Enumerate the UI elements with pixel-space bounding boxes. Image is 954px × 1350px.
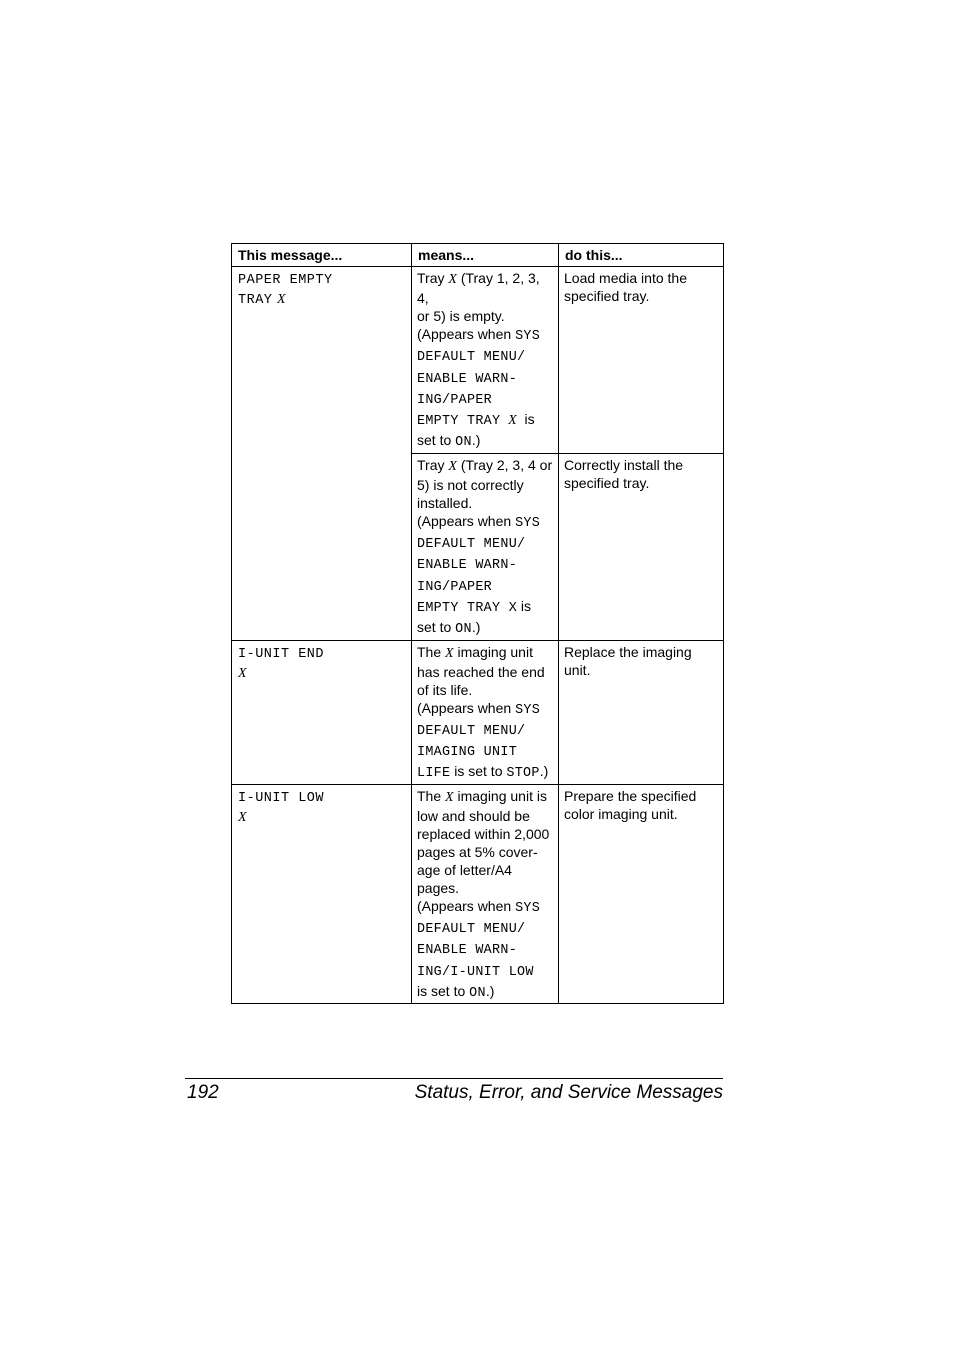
means-text: set to xyxy=(417,619,456,636)
message-cell xyxy=(232,640,412,784)
means-text: of its life. xyxy=(417,681,473,698)
action-text: Prepare the specified color imaging unit. xyxy=(564,787,697,822)
means-text: is xyxy=(517,597,532,614)
do-this-cell xyxy=(559,784,724,1003)
message-code: I-UNIT END xyxy=(238,646,325,662)
means-cell xyxy=(412,640,559,784)
means-text: The xyxy=(417,643,446,660)
table-header-row xyxy=(232,244,724,267)
column-header-message: This message... xyxy=(232,244,412,267)
menu-path-code: EMPTY TRAY xyxy=(417,414,501,430)
means-cell xyxy=(412,453,559,640)
menu-path-code: ENABLE WARN- xyxy=(417,558,518,574)
message-variable: X xyxy=(238,665,248,681)
message-code: I-UNIT LOW xyxy=(238,790,325,806)
message-variable: X xyxy=(277,292,287,307)
means-text: (Appears when xyxy=(417,897,516,914)
table-row xyxy=(232,267,724,454)
means-text: 5) is not correctly xyxy=(417,476,524,493)
message-cell xyxy=(232,267,412,641)
menu-path-code: ENABLE WARN- xyxy=(417,371,518,387)
menu-path-code: SYS xyxy=(515,329,541,344)
means-text: replaced within 2,000 xyxy=(417,825,550,842)
page-number: 192 xyxy=(187,1082,219,1103)
menu-path-code: SYS xyxy=(515,900,541,916)
do-this-cell xyxy=(559,267,724,454)
action-text: Correctly install the specified tray. xyxy=(564,456,684,491)
means-text: (Tray 1, 2, 3, 4, xyxy=(417,270,540,306)
action-text: Load media into the specified tray. xyxy=(564,270,687,304)
means-text: low and should be xyxy=(417,807,530,824)
means-text: is set to xyxy=(450,763,507,780)
menu-path-code: ON xyxy=(455,435,472,451)
menu-path-code: SYS xyxy=(515,515,541,531)
means-text: age of letter/A4 xyxy=(417,861,512,878)
message-cell xyxy=(232,784,412,1003)
means-text: .) xyxy=(471,619,481,636)
means-text: (Appears when xyxy=(417,326,516,342)
means-text: imaging unit is xyxy=(453,787,547,804)
means-text: has reached the end xyxy=(417,663,545,680)
means-text: (Appears when xyxy=(417,512,516,529)
means-cell xyxy=(412,267,559,454)
menu-path-code: ING/PAPER xyxy=(417,392,493,408)
section-title: Status, Error, and Service Messages xyxy=(414,1082,723,1103)
means-text: The xyxy=(417,787,446,804)
menu-path-code: IMAGING UNIT xyxy=(417,745,518,761)
action-text: Replace the imaging unit. xyxy=(564,643,692,678)
menu-path-code: LIFE xyxy=(417,766,451,782)
means-text: (Appears when xyxy=(417,699,516,716)
means-variable: X xyxy=(448,458,457,474)
means-text: (Tray 2, 3, 4 or xyxy=(456,456,553,473)
means-text: .) xyxy=(539,763,549,780)
means-text: pages at 5% cover- xyxy=(417,843,538,860)
menu-path-code: SYS xyxy=(515,702,541,718)
footer-rule xyxy=(185,1078,723,1079)
menu-path-code: ENABLE WARN- xyxy=(417,943,518,959)
table-row xyxy=(232,784,724,1003)
menu-path-code: ING/PAPER xyxy=(417,579,493,595)
message-code: PAPER EMPTY xyxy=(238,273,333,288)
means-cell xyxy=(412,784,559,1003)
means-text: Tray xyxy=(417,456,449,473)
menu-path-code: ON xyxy=(469,985,486,1001)
menu-path-code: EMPTY TRAY X xyxy=(417,600,518,616)
means-text: Tray xyxy=(417,270,449,286)
message-code: TRAY xyxy=(238,293,273,308)
menu-path-code: DEFAULT MENU/ xyxy=(417,350,526,366)
means-text: .) xyxy=(485,982,495,999)
do-this-cell xyxy=(559,453,724,640)
menu-path-code: DEFAULT MENU/ xyxy=(417,723,526,739)
means-text: installed. xyxy=(417,494,473,511)
message-variable: X xyxy=(238,809,248,825)
means-text: is xyxy=(520,411,535,428)
menu-path-code: ON xyxy=(455,622,472,638)
column-header-do-this: do this... xyxy=(559,244,724,267)
menu-path-code: STOP xyxy=(506,766,540,782)
means-variable: X xyxy=(508,413,517,429)
menu-path-code: DEFAULT MENU/ xyxy=(417,537,526,553)
means-text: set to xyxy=(417,432,456,449)
means-text: .) xyxy=(471,432,481,449)
do-this-cell xyxy=(559,640,724,784)
menu-path-code: ING/I-UNIT LOW xyxy=(417,964,534,980)
means-variable: X xyxy=(448,272,457,287)
means-variable: X xyxy=(445,645,454,661)
column-header-means: means... xyxy=(412,244,559,267)
means-text: or 5) is empty. xyxy=(417,308,505,324)
menu-path-code: DEFAULT MENU/ xyxy=(417,922,526,938)
means-variable: X xyxy=(445,789,454,805)
means-text: is set to xyxy=(417,982,470,999)
table-row xyxy=(232,640,724,784)
means-text: imaging unit xyxy=(453,643,533,660)
messages-table xyxy=(231,243,724,1004)
means-text: pages. xyxy=(417,879,460,896)
